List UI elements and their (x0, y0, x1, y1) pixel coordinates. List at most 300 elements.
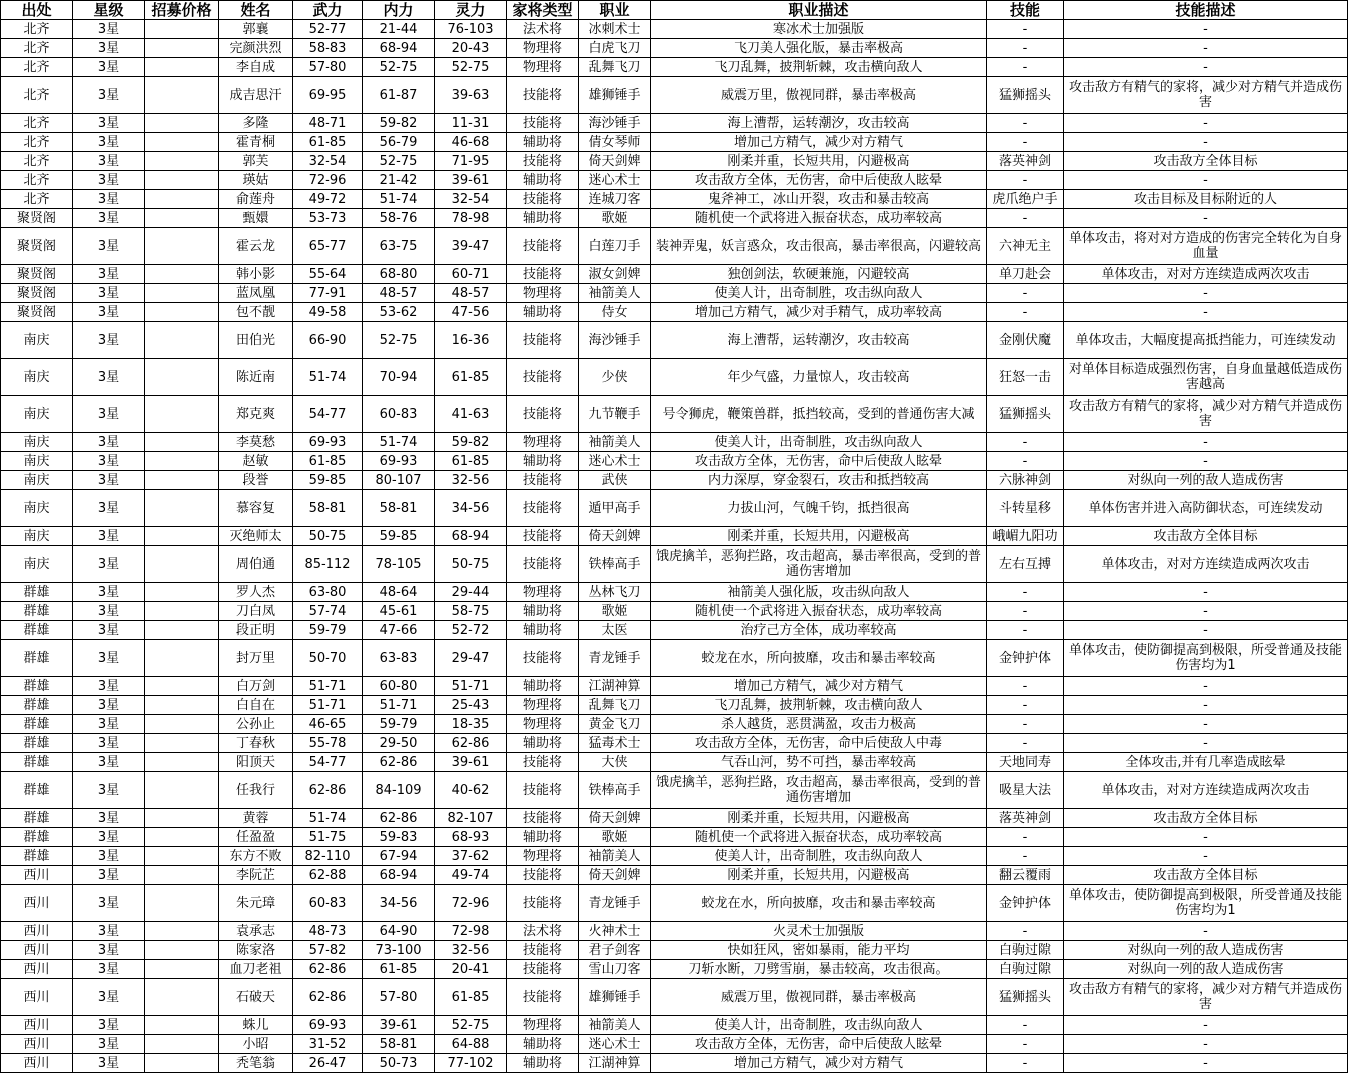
spirit-cell: 52-75 (435, 58, 507, 77)
job-cell: 青龙锤手 (579, 885, 651, 922)
price-cell (145, 265, 219, 284)
origin-cell: 聚贤阁 (1, 303, 73, 322)
job-cell: 君子剑客 (579, 941, 651, 960)
origin-cell: 西川 (1, 885, 73, 922)
name-cell: 朱元璋 (219, 885, 293, 922)
table-row (1, 77, 1348, 114)
table-row (1, 1035, 1348, 1054)
skill-desc-cell: - (1064, 1016, 1348, 1035)
price-cell (145, 396, 219, 433)
price-cell (145, 1035, 219, 1054)
table-row (1, 809, 1348, 828)
origin-cell: 西川 (1, 1016, 73, 1035)
name-cell: 石破天 (219, 979, 293, 1016)
force-cell: 55-64 (293, 265, 363, 284)
inner-cell: 68-80 (363, 265, 435, 284)
type-cell: 物理将 (507, 433, 579, 452)
job-cell: 袖箭美人 (579, 1016, 651, 1035)
spirit-cell: 32-54 (435, 190, 507, 209)
skill-desc-cell: 攻击敌方全体目标 (1064, 527, 1348, 546)
job-cell: 大侠 (579, 753, 651, 772)
name-cell: 陈家洛 (219, 941, 293, 960)
star-cell: 3星 (73, 809, 145, 828)
name-cell: 瑛姑 (219, 171, 293, 190)
job-desc-cell: 增加己方精气，减少对方精气 (651, 133, 987, 152)
star-cell: 3星 (73, 77, 145, 114)
skill-cell: - (987, 114, 1064, 133)
table-row (1, 527, 1348, 546)
type-cell: 物理将 (507, 715, 579, 734)
job-cell: 迷心术士 (579, 452, 651, 471)
type-cell: 物理将 (507, 583, 579, 602)
skill-desc-cell: - (1064, 734, 1348, 753)
origin-cell: 北齐 (1, 77, 73, 114)
skill-desc-cell: - (1064, 1035, 1348, 1054)
inner-cell: 73-100 (363, 941, 435, 960)
skill-desc-cell: - (1064, 39, 1348, 58)
star-cell: 3星 (73, 322, 145, 359)
column-header: 星级 (73, 1, 145, 20)
spirit-cell: 32-56 (435, 941, 507, 960)
price-cell (145, 209, 219, 228)
price-cell (145, 152, 219, 171)
skill-cell: 落英神剑 (987, 152, 1064, 171)
spirit-cell: 52-72 (435, 621, 507, 640)
spirit-cell: 47-56 (435, 303, 507, 322)
job-desc-cell: 蛟龙在水，所向披靡，攻击和暴击率较高 (651, 885, 987, 922)
star-cell: 3星 (73, 452, 145, 471)
type-cell: 技能将 (507, 322, 579, 359)
force-cell: 49-58 (293, 303, 363, 322)
skill-cell: 金钟护体 (987, 885, 1064, 922)
job-desc-cell: 增加己方精气，减少对手精气，成功率较高 (651, 303, 987, 322)
name-cell: 蛛儿 (219, 1016, 293, 1035)
price-cell (145, 866, 219, 885)
type-cell: 技能将 (507, 941, 579, 960)
table-row (1, 1054, 1348, 1073)
origin-cell: 群雄 (1, 809, 73, 828)
name-cell: 罗人杰 (219, 583, 293, 602)
origin-cell: 群雄 (1, 734, 73, 753)
column-header: 姓名 (219, 1, 293, 20)
job-cell: 白虎飞刀 (579, 39, 651, 58)
skill-desc-cell: 攻击目标及目标附近的人 (1064, 190, 1348, 209)
inner-cell: 50-73 (363, 1054, 435, 1073)
job-desc-cell: 随机使一个武将进入振奋状态，成功率较高 (651, 209, 987, 228)
name-cell: 田伯光 (219, 322, 293, 359)
column-header: 招募价格 (145, 1, 219, 20)
inner-cell: 57-80 (363, 979, 435, 1016)
spirit-cell: 37-62 (435, 847, 507, 866)
skill-cell: 猛狮摇头 (987, 396, 1064, 433)
table-row (1, 490, 1348, 527)
origin-cell: 南庆 (1, 546, 73, 583)
price-cell (145, 734, 219, 753)
skill-desc-cell: 单体攻击，将对对方造成的伤害完全转化为自身血量 (1064, 228, 1348, 265)
origin-cell: 群雄 (1, 715, 73, 734)
force-cell: 69-93 (293, 433, 363, 452)
skill-cell: 白驹过隙 (987, 960, 1064, 979)
skill-desc-cell: 单体攻击，大幅度提高抵挡能力，可连续发动 (1064, 322, 1348, 359)
column-header: 技能描述 (1064, 1, 1348, 20)
name-cell: 段誉 (219, 471, 293, 490)
inner-cell: 68-94 (363, 39, 435, 58)
job-desc-cell: 攻击敌方全体，无伤害，命中后使敌人眩晕 (651, 452, 987, 471)
origin-cell: 群雄 (1, 621, 73, 640)
skill-desc-cell: 单体伤害并进入高防御状态，可连续发动 (1064, 490, 1348, 527)
table-row (1, 847, 1348, 866)
table-row (1, 209, 1348, 228)
skill-desc-cell: - (1064, 583, 1348, 602)
star-cell: 3星 (73, 265, 145, 284)
type-cell: 物理将 (507, 284, 579, 303)
force-cell: 51-75 (293, 828, 363, 847)
type-cell: 辅助将 (507, 1035, 579, 1054)
skill-cell: - (987, 1035, 1064, 1054)
job-desc-cell: 使美人计，出奇制胜，攻击纵向敌人 (651, 284, 987, 303)
skill-cell: - (987, 1054, 1064, 1073)
column-header: 武力 (293, 1, 363, 20)
origin-cell: 群雄 (1, 602, 73, 621)
force-cell: 69-95 (293, 77, 363, 114)
name-cell: 赵敏 (219, 452, 293, 471)
type-cell: 辅助将 (507, 452, 579, 471)
type-cell: 辅助将 (507, 171, 579, 190)
skill-cell: 峨嵋九阳功 (987, 527, 1064, 546)
table-row (1, 866, 1348, 885)
star-cell: 3星 (73, 696, 145, 715)
job-desc-cell: 饿虎擒羊，恶狗拦路，攻击超高，暴击率很高，受到的普通伤害增加 (651, 546, 987, 583)
inner-cell: 29-50 (363, 734, 435, 753)
table-row (1, 1016, 1348, 1035)
skill-desc-cell: 单体攻击，对对方连续造成两次攻击 (1064, 546, 1348, 583)
skill-cell: 白驹过隙 (987, 941, 1064, 960)
spirit-cell: 39-61 (435, 171, 507, 190)
skill-cell: - (987, 209, 1064, 228)
price-cell (145, 471, 219, 490)
job-desc-cell: 刚柔并重，长短共用，闪避极高 (651, 866, 987, 885)
skill-desc-cell: - (1064, 922, 1348, 941)
job-cell: 江湖神算 (579, 1054, 651, 1073)
star-cell: 3星 (73, 922, 145, 941)
inner-cell: 62-86 (363, 809, 435, 828)
spirit-cell: 32-56 (435, 471, 507, 490)
price-cell (145, 39, 219, 58)
price-cell (145, 77, 219, 114)
skill-cell: 单刀赴会 (987, 265, 1064, 284)
price-cell (145, 640, 219, 677)
skill-desc-cell: - (1064, 20, 1348, 39)
name-cell: 公孙止 (219, 715, 293, 734)
skill-cell: 金刚伏魔 (987, 322, 1064, 359)
skill-cell: - (987, 433, 1064, 452)
table-row (1, 133, 1348, 152)
star-cell: 3星 (73, 114, 145, 133)
origin-cell: 北齐 (1, 152, 73, 171)
type-cell: 技能将 (507, 527, 579, 546)
column-header: 职业描述 (651, 1, 987, 20)
job-cell: 倩女琴师 (579, 133, 651, 152)
origin-cell: 群雄 (1, 828, 73, 847)
table-row (1, 152, 1348, 171)
origin-cell: 北齐 (1, 20, 73, 39)
column-header: 出处 (1, 1, 73, 20)
table-row (1, 979, 1348, 1016)
inner-cell: 51-74 (363, 190, 435, 209)
table-row (1, 322, 1348, 359)
spirit-cell: 61-85 (435, 452, 507, 471)
origin-cell: 聚贤阁 (1, 265, 73, 284)
job-cell: 袖箭美人 (579, 433, 651, 452)
star-cell: 3星 (73, 58, 145, 77)
price-cell (145, 284, 219, 303)
job-cell: 乱舞飞刀 (579, 696, 651, 715)
skill-desc-cell: 攻击敌方全体目标 (1064, 866, 1348, 885)
spirit-cell: 29-47 (435, 640, 507, 677)
origin-cell: 南庆 (1, 322, 73, 359)
origin-cell: 南庆 (1, 527, 73, 546)
price-cell (145, 772, 219, 809)
job-desc-cell: 使美人计，出奇制胜，攻击纵向敌人 (651, 847, 987, 866)
star-cell: 3星 (73, 979, 145, 1016)
force-cell: 52-77 (293, 20, 363, 39)
spirit-cell: 82-107 (435, 809, 507, 828)
type-cell: 法术将 (507, 20, 579, 39)
force-cell: 54-77 (293, 753, 363, 772)
star-cell: 3星 (73, 1054, 145, 1073)
job-desc-cell: 刀斩水断，刀劈雪崩，暴击较高，攻击很高。 (651, 960, 987, 979)
type-cell: 技能将 (507, 640, 579, 677)
star-cell: 3星 (73, 753, 145, 772)
origin-cell: 聚贤阁 (1, 209, 73, 228)
force-cell: 26-47 (293, 1054, 363, 1073)
name-cell: 甄嬛 (219, 209, 293, 228)
price-cell (145, 1016, 219, 1035)
inner-cell: 58-81 (363, 1035, 435, 1054)
name-cell: 俞莲舟 (219, 190, 293, 209)
star-cell: 3星 (73, 1016, 145, 1035)
type-cell: 技能将 (507, 490, 579, 527)
inner-cell: 80-107 (363, 471, 435, 490)
star-cell: 3星 (73, 621, 145, 640)
spirit-cell: 59-82 (435, 433, 507, 452)
job-desc-cell: 随机使一个武将进入振奋状态，成功率较高 (651, 828, 987, 847)
job-cell: 武侠 (579, 471, 651, 490)
force-cell: 61-85 (293, 452, 363, 471)
origin-cell: 西川 (1, 960, 73, 979)
name-cell: 蓝凤凰 (219, 284, 293, 303)
force-cell: 31-52 (293, 1035, 363, 1054)
force-cell: 72-96 (293, 171, 363, 190)
job-desc-cell: 攻击敌方全体，无伤害，命中后使敌人眩晕 (651, 171, 987, 190)
job-desc-cell: 号令狮虎，鞭策兽群，抵挡较高，受到的普通伤害大减 (651, 396, 987, 433)
force-cell: 69-93 (293, 1016, 363, 1035)
job-cell: 歌姬 (579, 209, 651, 228)
skill-cell: - (987, 284, 1064, 303)
spirit-cell: 58-75 (435, 602, 507, 621)
type-cell: 法术将 (507, 922, 579, 941)
skill-cell: - (987, 171, 1064, 190)
price-cell (145, 828, 219, 847)
skill-desc-cell: - (1064, 847, 1348, 866)
skill-cell: 落英神剑 (987, 809, 1064, 828)
inner-cell: 69-93 (363, 452, 435, 471)
star-cell: 3星 (73, 866, 145, 885)
table-row (1, 602, 1348, 621)
skill-cell: 吸星大法 (987, 772, 1064, 809)
star-cell: 3星 (73, 303, 145, 322)
skill-desc-cell: - (1064, 696, 1348, 715)
origin-cell: 西川 (1, 1054, 73, 1073)
origin-cell: 南庆 (1, 433, 73, 452)
job-desc-cell: 寒冰术士加强版 (651, 20, 987, 39)
name-cell: 李自成 (219, 58, 293, 77)
name-cell: 周伯通 (219, 546, 293, 583)
price-cell (145, 58, 219, 77)
name-cell: 郑克爽 (219, 396, 293, 433)
job-cell: 雪山刀客 (579, 960, 651, 979)
skill-cell: - (987, 922, 1064, 941)
type-cell: 技能将 (507, 960, 579, 979)
job-cell: 黄金飞刀 (579, 715, 651, 734)
job-cell: 冰刺术士 (579, 20, 651, 39)
inner-cell: 52-75 (363, 152, 435, 171)
type-cell: 物理将 (507, 58, 579, 77)
header-row (1, 1, 1348, 20)
force-cell: 46-65 (293, 715, 363, 734)
type-cell: 技能将 (507, 396, 579, 433)
spirit-cell: 29-44 (435, 583, 507, 602)
job-cell: 铁棒高手 (579, 546, 651, 583)
star-cell: 3星 (73, 490, 145, 527)
job-cell: 倚天剑婢 (579, 527, 651, 546)
job-desc-cell: 攻击敌方全体，无伤害，命中后使敌人中毒 (651, 734, 987, 753)
table-row (1, 885, 1348, 922)
inner-cell: 21-44 (363, 20, 435, 39)
table-row (1, 433, 1348, 452)
column-header: 家将类型 (507, 1, 579, 20)
force-cell: 59-79 (293, 621, 363, 640)
origin-cell: 西川 (1, 979, 73, 1016)
type-cell: 技能将 (507, 265, 579, 284)
force-cell: 60-83 (293, 885, 363, 922)
inner-cell: 47-66 (363, 621, 435, 640)
table-row (1, 960, 1348, 979)
force-cell: 62-86 (293, 979, 363, 1016)
star-cell: 3星 (73, 359, 145, 396)
star-cell: 3星 (73, 1035, 145, 1054)
origin-cell: 聚贤阁 (1, 284, 73, 303)
job-cell: 猛毒术士 (579, 734, 651, 753)
force-cell: 82-110 (293, 847, 363, 866)
force-cell: 55-78 (293, 734, 363, 753)
star-cell: 3星 (73, 772, 145, 809)
force-cell: 63-80 (293, 583, 363, 602)
spirit-cell: 68-94 (435, 527, 507, 546)
force-cell: 66-90 (293, 322, 363, 359)
star-cell: 3星 (73, 960, 145, 979)
skill-desc-cell: - (1064, 452, 1348, 471)
skill-desc-cell: 对纵向一列的敌人造成伤害 (1064, 941, 1348, 960)
type-cell: 辅助将 (507, 828, 579, 847)
name-cell: 任盈盈 (219, 828, 293, 847)
origin-cell: 西川 (1, 922, 73, 941)
price-cell (145, 433, 219, 452)
type-cell: 物理将 (507, 1016, 579, 1035)
table-row (1, 941, 1348, 960)
inner-cell: 59-83 (363, 828, 435, 847)
origin-cell: 群雄 (1, 772, 73, 809)
table-row (1, 228, 1348, 265)
force-cell: 65-77 (293, 228, 363, 265)
job-desc-cell: 气吞山河，势不可挡，暴击率较高 (651, 753, 987, 772)
table-row (1, 753, 1348, 772)
origin-cell: 群雄 (1, 696, 73, 715)
spirit-cell: 41-63 (435, 396, 507, 433)
spirit-cell: 20-41 (435, 960, 507, 979)
skill-desc-cell: - (1064, 284, 1348, 303)
price-cell (145, 922, 219, 941)
origin-cell: 南庆 (1, 452, 73, 471)
inner-cell: 59-79 (363, 715, 435, 734)
name-cell: 包不靓 (219, 303, 293, 322)
skill-desc-cell: - (1064, 433, 1348, 452)
spirit-cell: 39-47 (435, 228, 507, 265)
origin-cell: 西川 (1, 866, 73, 885)
job-desc-cell: 增加己方精气，减少对方精气 (651, 677, 987, 696)
type-cell: 辅助将 (507, 209, 579, 228)
job-cell: 袖箭美人 (579, 847, 651, 866)
origin-cell: 北齐 (1, 171, 73, 190)
job-desc-cell: 随机使一个武将进入振奋状态，成功率较高 (651, 602, 987, 621)
price-cell (145, 190, 219, 209)
force-cell: 62-86 (293, 960, 363, 979)
skill-cell: 六神无主 (987, 228, 1064, 265)
spirit-cell: 68-93 (435, 828, 507, 847)
table-body (1, 20, 1348, 1073)
name-cell: 血刀老祖 (219, 960, 293, 979)
star-cell: 3星 (73, 152, 145, 171)
job-desc-cell: 威震万里，傲视同群，暴击率极高 (651, 979, 987, 1016)
force-cell: 59-85 (293, 471, 363, 490)
job-desc-cell: 飞刀美人强化版，暴击率极高 (651, 39, 987, 58)
spirit-cell: 20-43 (435, 39, 507, 58)
skill-cell: - (987, 734, 1064, 753)
job-desc-cell: 攻击敌方全体，无伤害，命中后使敌人眩晕 (651, 1035, 987, 1054)
type-cell: 辅助将 (507, 734, 579, 753)
origin-cell: 群雄 (1, 677, 73, 696)
skill-desc-cell: - (1064, 171, 1348, 190)
skill-desc-cell: - (1064, 1054, 1348, 1073)
table-row (1, 772, 1348, 809)
name-cell: 完颜洪烈 (219, 39, 293, 58)
table-row (1, 171, 1348, 190)
spirit-cell: 51-71 (435, 677, 507, 696)
job-desc-cell: 威震万里，傲视同群，暴击率极高 (651, 77, 987, 114)
job-cell: 白莲刀手 (579, 228, 651, 265)
name-cell: 刀白凤 (219, 602, 293, 621)
table-row (1, 20, 1348, 39)
skill-cell: - (987, 602, 1064, 621)
type-cell: 技能将 (507, 979, 579, 1016)
price-cell (145, 696, 219, 715)
origin-cell: 北齐 (1, 190, 73, 209)
inner-cell: 48-64 (363, 583, 435, 602)
job-cell: 袖箭美人 (579, 284, 651, 303)
table-row (1, 828, 1348, 847)
table-row (1, 677, 1348, 696)
inner-cell: 51-74 (363, 433, 435, 452)
